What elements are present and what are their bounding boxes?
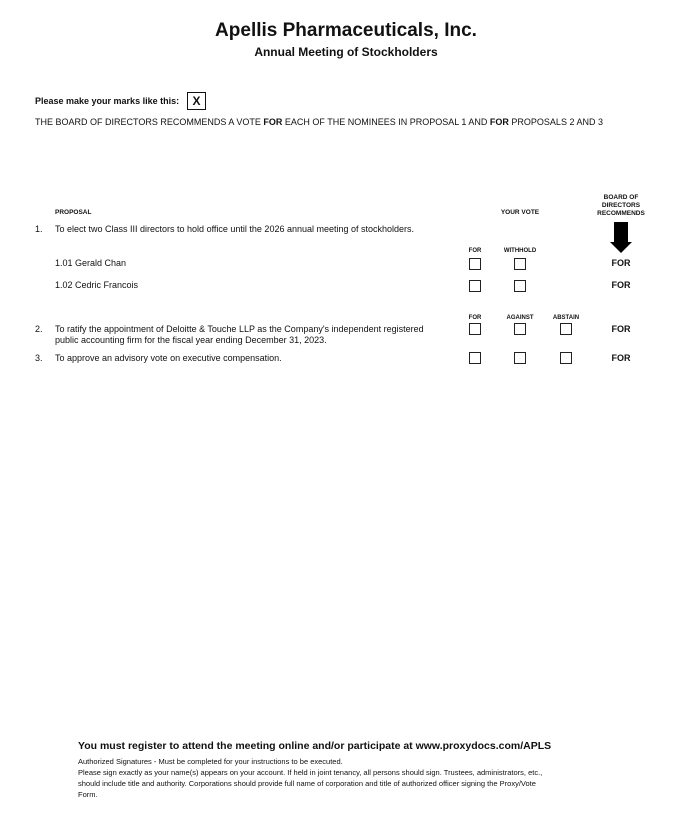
proposal-1-number: 1. [35, 224, 43, 234]
signing-instructions-line-1: Please sign exactly as your name(s) appears on your account. If held in joint tenancy, all persons should sign. Trustees, administrators, etc., [78, 768, 543, 777]
down-arrow-icon [614, 222, 628, 242]
nominee-1-withhold-checkbox[interactable] [514, 258, 526, 270]
proposal-2-number: 2. [35, 324, 43, 334]
proposal-2-abstain-checkbox[interactable] [560, 323, 572, 335]
nominee-2-recommendation: FOR [611, 280, 631, 290]
document-subtitle: Annual Meeting of Stockholders [254, 45, 438, 59]
proposal-3-abstain-checkbox[interactable] [560, 352, 572, 364]
proposal-2-for-checkbox[interactable] [469, 323, 481, 335]
proposal-2-text-line2: public accounting firm for the fiscal year ending December 31, 2023. [55, 335, 327, 345]
nominee-1-for-checkbox[interactable] [469, 258, 481, 270]
board-rec-for-2: FOR [489, 117, 509, 127]
your-vote-column-header: YOUR VOTE [500, 209, 540, 216]
p2-option-for-label: FOR [468, 315, 482, 321]
proposal-2-text-line1: To ratify the appointment of Deloitte & Touche LLP as the Company's independent registered [55, 324, 424, 334]
board-recommendation-statement [35, 117, 603, 127]
nominee-1-label: 1.01 Gerald Chan [55, 258, 127, 268]
nominee-2-for-checkbox[interactable] [469, 280, 481, 292]
proposal-column-header: PROPOSAL [55, 209, 92, 216]
nominee-2-withhold-checkbox[interactable] [514, 280, 526, 292]
signing-instructions-line-3: Form. [78, 790, 98, 799]
proposal-2-against-checkbox[interactable] [514, 323, 526, 335]
proposal-3-recommendation: FOR [611, 353, 631, 363]
proposal-3-number: 3. [35, 353, 43, 363]
registration-notice: You must register to attend the meeting online and/or participate at www.proxydocs.com/APLS [78, 740, 552, 752]
proposal-3-text: To approve an advisory vote on executive compensation. [55, 353, 282, 363]
signing-instructions-line-2: should include title and authority. Corporations should provide full name of corporation and title of authorized officer signing the Proxy/Vote [78, 779, 536, 788]
option-withhold-label: WITHHOLD [503, 248, 537, 254]
board-rec-text-1: THE BOARD OF DIRECTORS RECOMMENDS A VOTE [35, 117, 264, 127]
proposal-3-against-checkbox[interactable] [514, 352, 526, 364]
p2-option-against-label: AGAINST [506, 315, 534, 321]
board-recommends-column-header: BOARD OF DIRECTORS RECOMMENDS [597, 194, 645, 217]
p2-option-abstain-label: ABSTAIN [552, 315, 580, 321]
marks-instruction-label: Please make your marks like this: [35, 96, 180, 106]
proposal-3-for-checkbox[interactable] [469, 352, 481, 364]
proposal-2-recommendation: FOR [611, 324, 631, 334]
board-rec-text-3: PROPOSALS 2 AND 3 [508, 117, 603, 127]
option-for-label: FOR [468, 248, 482, 254]
down-arrow-head-icon [610, 242, 632, 253]
nominee-1-recommendation: FOR [611, 258, 631, 268]
nominee-2-label: 1.02 Cedric Francois [55, 280, 139, 290]
board-rec-text-2: EACH OF THE NOMINEES IN PROPOSAL 1 AND [282, 117, 490, 127]
marks-example-box: X [187, 92, 206, 110]
document-title: Apellis Pharmaceuticals, Inc. [215, 20, 477, 41]
board-rec-for-1: FOR [263, 117, 283, 127]
authorized-signatures-note: Authorized Signatures - Must be completed for your instructions to be executed. [78, 757, 343, 766]
proposal-1-text: To elect two Class III directors to hold office until the 2026 annual meeting of stockholders. [55, 224, 415, 234]
